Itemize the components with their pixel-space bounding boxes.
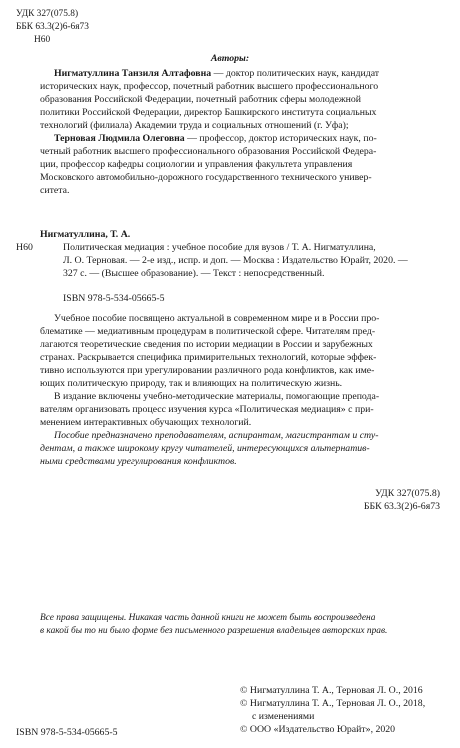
- author-mark-top: Н60: [34, 35, 51, 45]
- annotation-p2-line-1: вателям организовать процесс изучения курса «Политическая медиация» с при-: [40, 404, 374, 415]
- copyright-block: [240, 684, 450, 736]
- annotation-p1-line-5: ющих политическую природу, так и влияющих на политическую жизнь.: [40, 378, 343, 389]
- author2-line-2: ции, профессор кафедры социологии и управления факультета управления: [40, 159, 353, 170]
- author2-line-1: четный работник высшего профессионального образования Российской Федера-: [40, 146, 377, 157]
- bbk-code-top: ББК 63.3(2)6-6я73: [16, 22, 89, 32]
- annotation-p3-line-1: дентам, а также широкому кругу читателей, интересующихся альтернатив-: [40, 443, 370, 454]
- annotation: [40, 312, 440, 468]
- author1-name: Нигматуллина Танзиля Алтафовна: [54, 68, 212, 79]
- bib-author: Нигматуллина, Т. А.: [40, 229, 131, 240]
- annotation-p1-line-0: Учебное пособие посвящено актуальной в современном мире и в России про-: [54, 313, 380, 324]
- copyright-line-0: © Нигматуллина Т. А., Терновая Л. О., 2016: [240, 685, 423, 696]
- copyright-line-2: с изменениями: [252, 711, 315, 722]
- authors-block: [40, 67, 440, 197]
- annotation-p3-line-0: Пособие предназначено преподавателям, аспирантам, магистрантам и сту-: [54, 430, 379, 441]
- authors-heading: Авторы:: [210, 53, 250, 64]
- copyright-line-1: © Нигматуллина Т. А., Терновая Л. О., 2018,: [240, 698, 426, 709]
- annotation-p1-line-3: странах. Раскрывается специфика примирительных технологий, которые эффек-: [40, 352, 377, 363]
- bib-author-mark: Н60: [16, 242, 33, 253]
- author2-line-4: ситета.: [40, 185, 70, 196]
- isbn-mid: ISBN 978-5-534-05665-5: [63, 293, 165, 304]
- annotation-p2-line-2: менением интерактивных обучающих технологий.: [40, 417, 252, 428]
- author1-line-2: образования Российской Федерации, почетный работник сферы молодежной: [40, 94, 362, 105]
- annotation-p1-line-2: лагаются теоретические сведения по истории медиации в России и зарубежных: [40, 339, 373, 350]
- rights-line-0: Все права защищены. Никакая часть данной книги не может быть воспроизведена: [40, 613, 376, 623]
- author1-first-line: [40, 67, 440, 80]
- udk-code-top: УДК 327(075.8): [16, 9, 79, 19]
- isbn-bottom: ISBN 978-5-534-05665-5: [16, 727, 118, 738]
- author2-name: Терновая Людмила Олеговна: [54, 133, 185, 144]
- author1-line-4: технологий (филиала) Академии труда и социальных отношений (г. Уфа);: [40, 120, 349, 131]
- bib-line-1: Л. О. Терновая. — 2-е изд., испр. и доп. — Москва : Издательство Юрайт, 2020. —: [63, 255, 408, 266]
- rights-notice: [40, 612, 440, 638]
- author1-line-1: исторических наук, профессор, почетный работник высшего профессионального: [40, 81, 379, 92]
- rights-line-1: в какой бы то ни было форме без письменного разрешения владельцев авторских прав.: [40, 626, 388, 636]
- annotation-p2-line-0: В издание включены учебно-методические материалы, помогающие препода-: [54, 391, 380, 402]
- annotation-p1-line-1: блематике — медиативным процедурам в политической сфере. Читателям пред-: [40, 326, 376, 337]
- annotation-p3-line-2: ными средствами урегулирования конфликтов.: [40, 456, 237, 467]
- author2-line-0: — профессор, доктор исторических наук, по-: [184, 133, 377, 144]
- udk-code-bottom: УДК 327(075.8): [375, 488, 440, 499]
- bbk-code-bottom: ББК 63.3(2)6-6я73: [363, 501, 440, 512]
- annotation-p1-line-4: тивно используются при урегулировании различного рода конфликтов, как име-: [40, 365, 375, 376]
- udk-top-block: [16, 8, 176, 47]
- author2-line-3: Московского автомобильно-дорожного государственного технического универ-: [40, 172, 372, 183]
- bib-line-0: Политическая медиация : учебное пособие для вузов / Т. А. Нигматуллина,: [63, 242, 376, 253]
- copyright-line-3: © ООО «Издательство Юрайт», 2020: [240, 724, 396, 735]
- author1-line-3: политики Российской Федерации, директор Башкирского института социальных: [40, 107, 377, 118]
- bib-line-2: 327 с. — (Высшее образование). — Текст : непосредственный.: [63, 268, 325, 279]
- bib-description: [63, 241, 441, 280]
- author2-first-line: [40, 132, 440, 145]
- udk-bottom-block: [364, 487, 440, 513]
- author1-line-0: — доктор политических наук, кандидат: [211, 68, 380, 79]
